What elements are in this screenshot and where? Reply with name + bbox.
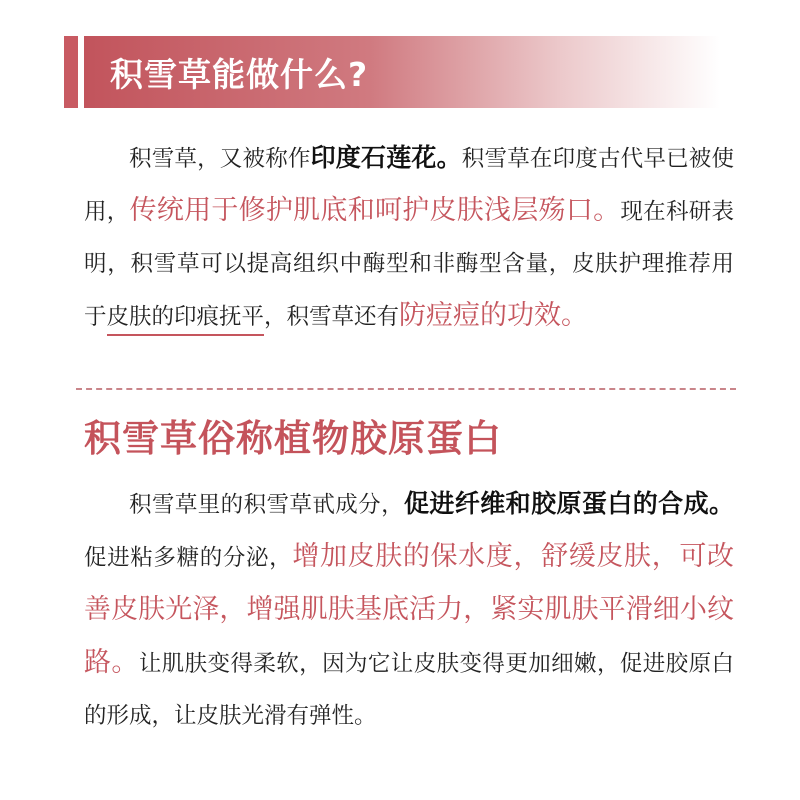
text-run: ，积雪草还有 xyxy=(264,304,400,330)
dashed-divider xyxy=(76,388,736,390)
section-title: 积雪草俗称植物胶原蛋白 xyxy=(84,417,502,460)
bold-highlight: 促进纤维和胶原蛋白的合成。 xyxy=(404,489,734,518)
bold-highlight: 印度石莲花。 xyxy=(310,143,462,172)
text-run: 积雪草在印度古代早已被使用， xyxy=(84,146,734,225)
header-accent-bar xyxy=(64,36,78,108)
text-run: 积雪草里的积雪草甙成分， xyxy=(129,492,404,518)
text-run: 让肌肤变得柔软，因为它让皮肤变得更加细嫩，促进胶原白的形成，让皮肤光滑有弹性。 xyxy=(84,651,735,729)
page-title: 积雪草能做什么? xyxy=(110,54,369,94)
collagen-paragraph xyxy=(84,478,734,742)
pink-highlight: 增加皮肤的保水度，舒缓皮肤，可改善皮肤光泽，增强肌肤基底活力，紧实肌肤平滑细小纹路。 xyxy=(84,541,734,678)
text-run: 积雪草，又被称作 xyxy=(129,146,311,172)
pink-highlight: 传统用于修护肌底和呵护皮肤浅层殇口。 xyxy=(129,195,621,226)
header-banner xyxy=(64,36,720,108)
pink-highlight: 防痘痘的功效。 xyxy=(399,300,589,331)
intro-paragraph xyxy=(84,132,734,343)
text-run: 现在科研表明，积雪草可以提高组织中酶型和非酶型含量，皮肤护理推荐用于 xyxy=(84,199,734,330)
underlined-phrase: 皮肤的印痕抚平 xyxy=(107,304,265,336)
header-fill xyxy=(84,36,720,108)
text-run: 促进粘多糖的分泌， xyxy=(84,545,293,571)
